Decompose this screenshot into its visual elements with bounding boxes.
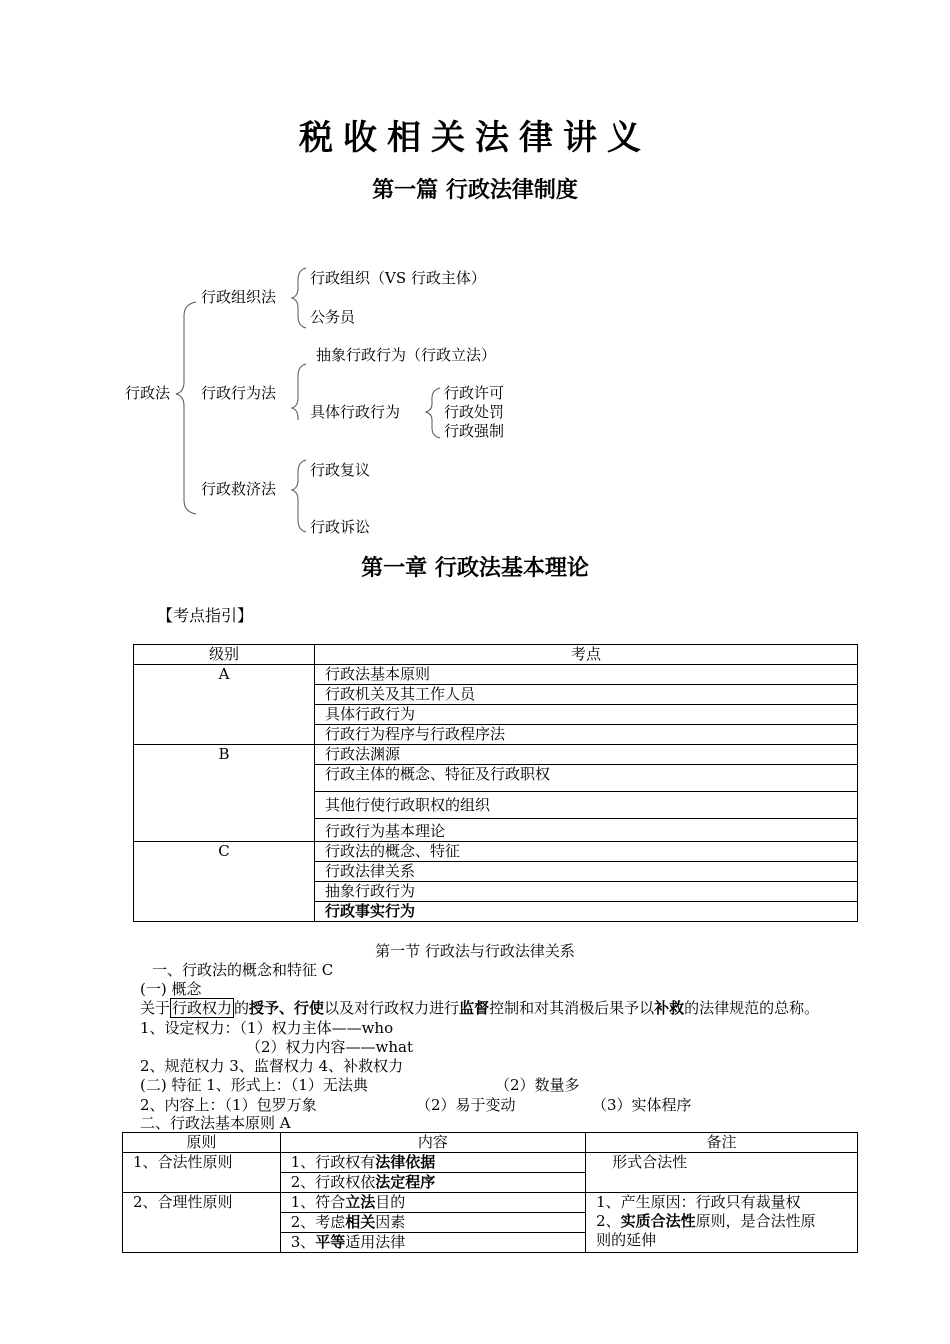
header-points: 考点 xyxy=(315,645,858,665)
line-power-content: （2）权力内容——what xyxy=(246,1038,414,1056)
content-cell: 1、行政权有法律依据 xyxy=(280,1153,585,1173)
tree-relief-item2: 行政诉讼 xyxy=(310,518,371,536)
tree-root: 行政法 xyxy=(125,384,171,402)
point-cell: 具体行政行为 xyxy=(315,705,858,725)
tree-act-item1: 抽象行政行为（行政立法） xyxy=(316,346,497,364)
heading-concept-features: 一、行政法的概念和特征 C xyxy=(152,961,334,979)
header-note: 备注 xyxy=(586,1133,858,1153)
level-a: A xyxy=(134,665,315,745)
tree-act-law: 行政行为法 xyxy=(201,384,277,402)
point-cell: 行政机关及其工作人员 xyxy=(315,685,858,705)
def-bold: 监督 xyxy=(459,999,490,1017)
def-bold: 补救 xyxy=(654,999,685,1017)
note-cell: 形式合法性 xyxy=(586,1153,858,1193)
tree-org-item2: 公务员 xyxy=(310,308,356,326)
tree-act-sub3: 行政强制 xyxy=(444,422,505,440)
def-bold: 授予、行使 xyxy=(249,999,325,1017)
part-title: 第一篇 行政法律制度 xyxy=(372,178,578,203)
point-cell: 行政行为程序与行政程序法 xyxy=(315,725,858,745)
point-cell: 行政主体的概念、特征及行政职权 xyxy=(315,765,858,792)
table-row xyxy=(134,745,858,765)
point-cell: 行政法基本原则 xyxy=(315,665,858,685)
tree-relief-law: 行政救济法 xyxy=(201,480,277,498)
line-features-quantity: （2）数量多 xyxy=(495,1076,580,1094)
point-cell: 行政事实行为 xyxy=(315,902,858,922)
point-cell: 行政法的概念、特征 xyxy=(315,842,858,862)
principle-legality: 1、合法性原则 xyxy=(123,1153,281,1193)
def-part: 的 xyxy=(234,999,250,1017)
heading-principles: 二、行政法基本原则 A xyxy=(140,1114,291,1132)
def-prefix: 关于 xyxy=(140,999,171,1017)
content-cell: 2、行政权依法定程序 xyxy=(280,1173,585,1193)
section-title: 第一节 行政法与行政法律关系 xyxy=(375,942,575,960)
exam-guide-label: 【考点指引】 xyxy=(157,606,254,625)
def-boxed-term: 行政权力 xyxy=(172,999,233,1017)
table-header-row xyxy=(123,1133,858,1153)
definition-text xyxy=(140,999,819,1017)
level-c: C xyxy=(134,842,315,922)
tree-act-item2: 具体行政行为 xyxy=(310,403,401,421)
point-cell: 行政法渊源 xyxy=(315,745,858,765)
chapter-title: 第一章 行政法基本理论 xyxy=(361,556,589,581)
header-content: 内容 xyxy=(280,1133,585,1153)
def-part: 的法律规范的总称。 xyxy=(684,999,820,1017)
point-cell: 行政行为基本理论 xyxy=(315,819,858,842)
header-level: 级别 xyxy=(134,645,315,665)
line-content-c: （3）实体程序 xyxy=(592,1096,692,1114)
table-row xyxy=(134,665,858,685)
point-cell: 行政法律关系 xyxy=(315,862,858,882)
level-b: B xyxy=(134,745,315,842)
content-cell: 3、平等适用法律 xyxy=(280,1233,585,1253)
table-row xyxy=(123,1153,858,1173)
header-principle: 原则 xyxy=(123,1133,281,1153)
point-cell: 其他行使行政职权的组织 xyxy=(315,792,858,819)
line-content-b: （2）易于变动 xyxy=(416,1096,516,1114)
document-title: 税收相关法律讲义 xyxy=(299,118,651,158)
tree-relief-item1: 行政复议 xyxy=(310,461,371,479)
line-content-a: 2、内容上：（1）包罗万象 xyxy=(140,1096,317,1114)
def-part: 以及对行政权力进行 xyxy=(324,999,460,1017)
content-cell: 1、符合立法目的 xyxy=(280,1193,585,1213)
table-row xyxy=(134,842,858,862)
point-cell: 抽象行政行为 xyxy=(315,882,858,902)
content-cell: 2、考虑相关因素 xyxy=(280,1213,585,1233)
tree-act-sub2: 行政处罚 xyxy=(444,403,505,421)
heading-concept: (一) 概念 xyxy=(140,980,202,998)
table-row xyxy=(123,1193,858,1213)
table-header-row xyxy=(134,645,858,665)
exam-points-table xyxy=(133,644,858,922)
def-part: 控制和对其消极后果予以 xyxy=(489,999,655,1017)
line-set-power: 1、设定权力：（1）权力主体——who xyxy=(140,1019,394,1037)
tree-act-sub1: 行政许可 xyxy=(444,384,505,402)
tree-org-law: 行政组织法 xyxy=(201,288,277,306)
line-features-form: (二) 特征 1、形式上：（1）无法典 xyxy=(140,1076,368,1094)
principle-rationality: 2、合理性原则 xyxy=(123,1193,281,1253)
tree-org-item1: 行政组织（VS 行政主体） xyxy=(310,269,486,287)
line-regulate-power: 2、规范权力 3、监督权力 4、补救权力 xyxy=(140,1057,404,1075)
note-cell: 1、产生原因：行政只有裁量权 2、实质合法性原则，是合法性原 则的延伸 xyxy=(586,1193,858,1253)
principles-table xyxy=(122,1132,858,1253)
